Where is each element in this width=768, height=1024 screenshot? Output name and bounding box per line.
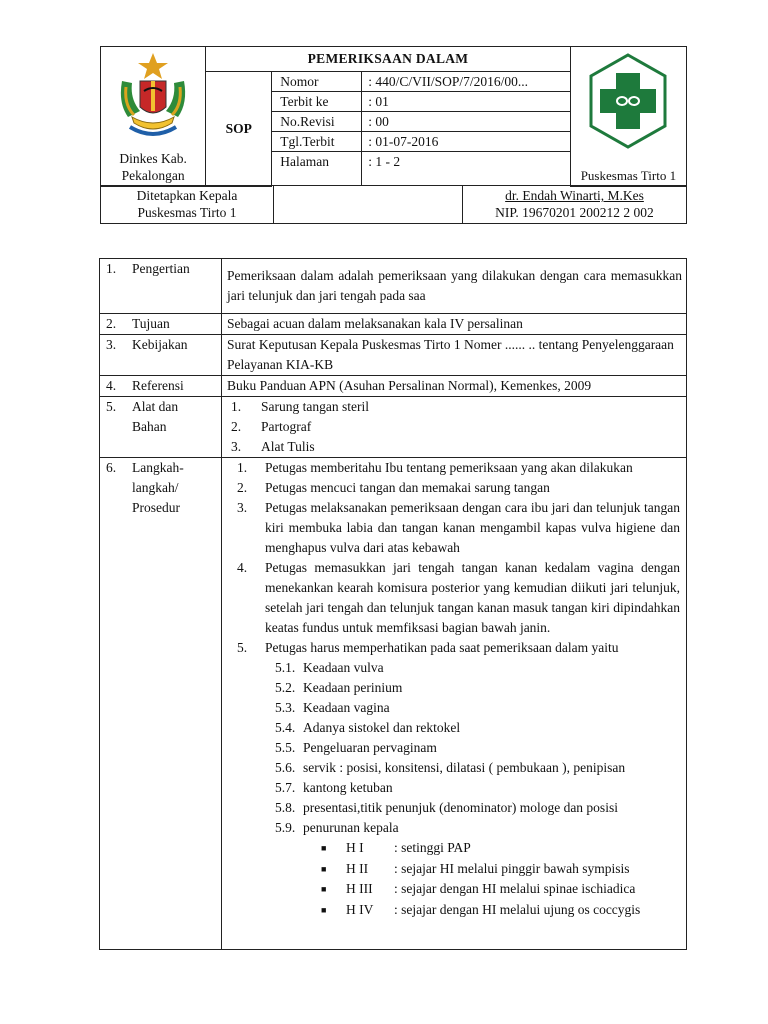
- sub-item: [265, 738, 680, 758]
- item-number: 2.: [231, 419, 242, 434]
- hodge-item: [303, 900, 680, 921]
- tujuan-text: Sebagai acuan dalam melaksanakan kala IV persalinan: [222, 314, 687, 335]
- sop-header: [100, 46, 687, 187]
- page-title: PEMERIKSAAN DALAM: [206, 47, 571, 72]
- section-number: 3.: [100, 335, 133, 376]
- sub-text: Adanya sistokel dan rektokel: [303, 720, 461, 735]
- hodge-item: [303, 838, 680, 859]
- hodge-item: [303, 859, 680, 880]
- sub-number: 5.2.: [275, 680, 296, 695]
- meta-value: : 01: [368, 94, 389, 109]
- section-number: 5.: [100, 397, 133, 458]
- meta-row: [272, 152, 570, 186]
- sub-text: Keadaan perinium: [303, 680, 403, 695]
- step-text: Petugas memberitahu Ibu tentang pemeriksaan yang akan dilakukan: [265, 460, 633, 475]
- signatory-nip: NIP. 19670201 200212 2 002: [495, 205, 654, 220]
- step-number: 1.: [237, 460, 248, 475]
- hodge-desc: : setinggi PAP: [394, 840, 471, 855]
- hodge-desc: : sejajar dengan HI melalui spinae ischiadica: [394, 881, 636, 896]
- step-number: 4.: [237, 560, 248, 575]
- label-line: langkah/: [132, 480, 179, 495]
- step-item: [227, 478, 680, 498]
- item-number: 1.: [231, 399, 242, 414]
- puskesmas-logo-cell: [570, 47, 686, 187]
- sub-number: 5.7.: [275, 780, 296, 795]
- hodge-level: H I: [346, 840, 364, 855]
- dinkes-logo-cell: [101, 47, 206, 187]
- meta-block: [272, 72, 571, 187]
- section-label: [132, 397, 222, 458]
- sub-item: [265, 818, 680, 838]
- signatory: [463, 186, 687, 224]
- meta-value: : 01-07-2016: [368, 134, 439, 149]
- item-text: Alat Tulis: [261, 439, 315, 454]
- sub-number: 5.5.: [275, 740, 296, 755]
- meta-key: Nomor: [272, 72, 362, 91]
- pengertian-text: Pemeriksaan dalam adalah pemeriksaan yang dilakukan dengan cara memasukkan jari telunjuk dan jari tengah pada saa: [222, 259, 687, 314]
- sop-label: SOP: [206, 72, 272, 187]
- step-item: [227, 638, 680, 920]
- alat-list: [222, 397, 687, 458]
- referensi-text: Buku Panduan APN (Asuhan Persalinan Normal), Kemenkes, 2009: [222, 376, 687, 397]
- section-label: Tujuan: [132, 314, 222, 335]
- kebijakan-text: Surat Keputusan Kepala Puskesmas Tirto 1 Nomer ...... .. tentang Penyelenggaraan Pelayanan KIA-KB: [222, 335, 687, 376]
- section-label: Kebijakan: [132, 335, 222, 376]
- section-label: [132, 458, 222, 950]
- signatory-name: dr. Endah Winarti, M.Kes: [505, 188, 644, 203]
- established-by: [101, 186, 274, 224]
- sub-number: 5.6.: [275, 760, 296, 775]
- sub-item: [265, 758, 680, 778]
- left-caption-line1: Dinkes Kab.: [119, 150, 187, 166]
- meta-value: : 00: [368, 114, 389, 129]
- signature-row: [100, 185, 687, 224]
- section-number: 6.: [100, 458, 133, 950]
- sub-text: Pengeluaran pervaginam: [303, 740, 437, 755]
- sub-item: [265, 798, 680, 818]
- sub-item: [265, 678, 680, 698]
- step-number: 3.: [237, 500, 248, 515]
- step-text: Petugas memasukkan jari tengah tangan kanan kedalam vagina dengan menekankan kearah komisura posterior yang kemudian diikuti jari telunjuk, setelah jari tengah dan telunjuk tangan kanan masuk tangan kiri dipindahkan keatas fundus untuk memfiksasi bagian bawah janin.: [265, 560, 680, 635]
- sub-text: penurunan kepala: [303, 820, 399, 835]
- sub-number: 5.1.: [275, 660, 296, 675]
- step-text: Petugas harus memperhatikan pada saat pemeriksaan dalam yaitu: [265, 640, 619, 655]
- hodge-item: [303, 879, 680, 900]
- label-line: Bahan: [132, 419, 167, 434]
- signature-space: [274, 186, 463, 224]
- sub-text: Keadaan vagina: [303, 700, 390, 715]
- hodge-level: H IV: [346, 901, 374, 917]
- bullet-icon: ■: [321, 904, 327, 915]
- sub-item: [265, 658, 680, 678]
- sub-item: [265, 778, 680, 798]
- list-item: [227, 417, 682, 437]
- bullet-icon: ■: [321, 843, 327, 853]
- label-line: Langkah-: [132, 460, 184, 475]
- section-number: 4.: [100, 376, 133, 397]
- meta-row: [272, 72, 570, 92]
- item-text: Sarung tangan steril: [261, 399, 369, 414]
- pekalongan-emblem-icon: [116, 51, 190, 143]
- sub-number: 5.3.: [275, 700, 296, 715]
- observation-list: [265, 658, 680, 838]
- hodge-list: [265, 838, 680, 920]
- established-line1: Ditetapkan Kepala: [136, 188, 238, 203]
- meta-row: [272, 92, 570, 112]
- hodge-level: H III: [346, 881, 373, 896]
- meta-key: Halaman: [272, 152, 362, 186]
- meta-row: [272, 132, 570, 152]
- step-text: Petugas melaksanakan pemeriksaan dengan cara ibu jari dan telunjuk tangan kiri membuka labia dan tangan kanan mengambil kapas vulva higiene dan menghapus vulva dari atas kebawah: [265, 500, 680, 555]
- step-number: 5.: [237, 640, 248, 655]
- meta-key: No.Revisi: [272, 112, 362, 131]
- section-label: Pengertian: [132, 259, 222, 314]
- sub-text: Keadaan vulva: [303, 660, 384, 675]
- sop-content-table: [99, 258, 687, 950]
- sub-number: 5.8.: [275, 800, 296, 815]
- bullet-icon: ■: [321, 884, 327, 894]
- puskesmas-emblem-icon: [583, 51, 673, 151]
- step-number: 2.: [237, 480, 248, 495]
- right-caption: Puskesmas Tirto 1: [580, 167, 677, 183]
- sub-item: [265, 698, 680, 718]
- hodge-level: H II: [346, 860, 369, 876]
- meta-value: : 440/C/VII/SOP/7/2016/00...: [368, 74, 529, 89]
- item-number: 3.: [231, 439, 242, 454]
- step-item: [227, 498, 680, 558]
- hodge-desc: : sejajar HI melalui pinggir bawah sympisis: [394, 860, 630, 876]
- sub-text: kantong ketuban: [303, 780, 393, 795]
- step-text: Petugas mencuci tangan dan memakai sarung tangan: [265, 480, 550, 495]
- sub-number: 5.9.: [275, 820, 296, 835]
- section-label: Referensi: [132, 376, 222, 397]
- sub-number: 5.4.: [275, 720, 296, 735]
- section-number: 1.: [100, 259, 133, 314]
- meta-key: Tgl.Terbit: [272, 132, 362, 151]
- list-item: [227, 437, 682, 457]
- meta-row: [272, 112, 570, 132]
- meta-value: : 1 - 2: [368, 154, 401, 169]
- step-item: [227, 458, 680, 478]
- sub-text: presentasi,titik penunjuk (denominator) mologe dan posisi: [303, 800, 618, 815]
- sub-text: servik : posisi, konsitensi, dilatasi ( pembukaan ), penipisan: [303, 760, 626, 775]
- procedure-list: [222, 458, 687, 950]
- label-line: Prosedur: [132, 500, 180, 515]
- list-item: [227, 397, 682, 417]
- bullet-icon: ■: [321, 863, 327, 874]
- hodge-desc: : sejajar dengan HI melalui ujung os coccygis: [394, 901, 641, 917]
- label-line: Alat dan: [132, 399, 179, 414]
- item-text: Partograf: [261, 419, 312, 434]
- established-line2: Puskesmas Tirto 1: [137, 205, 237, 220]
- sub-item: [265, 718, 680, 738]
- left-caption-line2: Pekalongan: [121, 167, 185, 183]
- section-number: 2.: [100, 314, 133, 335]
- step-item: [227, 558, 680, 638]
- meta-key: Terbit ke: [272, 92, 362, 111]
